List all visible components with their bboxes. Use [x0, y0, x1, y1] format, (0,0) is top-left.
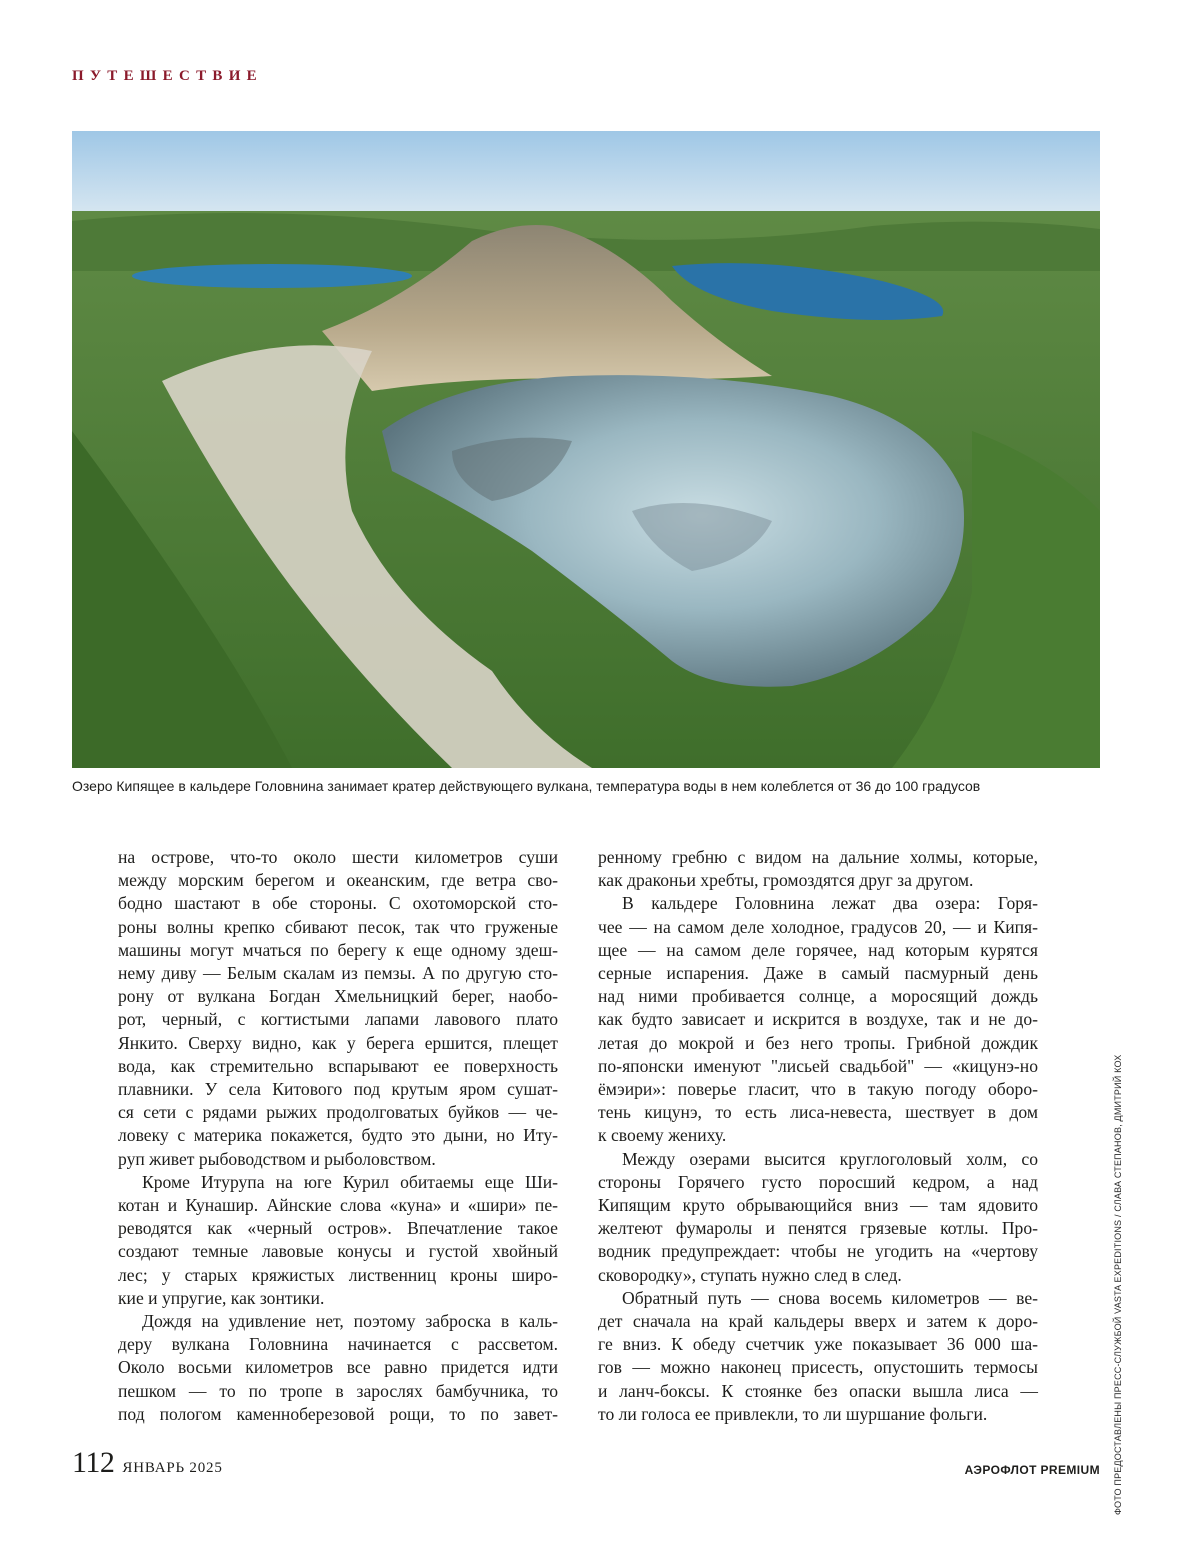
paragraph	[598, 1148, 1038, 1287]
text-line: плавники. У села Китового под крутым яром сушат-	[118, 1079, 558, 1100]
text-line: сковородку», ступать нужно след в след.	[598, 1264, 902, 1285]
paragraph	[598, 892, 1038, 1147]
text-line: Обратный путь — снова восемь километров — ве-	[622, 1287, 1038, 1308]
text-line: пешком — то по тропе в зарослях бамбучника, то	[118, 1380, 558, 1401]
page-number: 112	[72, 1446, 115, 1479]
text-line: гов — можно наконец присесть, опустошить термосы	[598, 1357, 1038, 1378]
text-line: кие и упругие, как зонтики.	[118, 1287, 325, 1308]
text-line: деру вулкана Головнина начинается с рассветом.	[118, 1334, 558, 1355]
text-line: роны волны крепко сбивают песок, так что груженые	[118, 916, 558, 937]
text-line: ге вниз. К обеду счетчик уже показывает 36 000 ша-	[598, 1334, 1038, 1355]
text-line: на острове, что-то около шести километров суши	[118, 847, 558, 867]
text-line: по-японски именуют "лисьей свадьбой" — «кицунэ-но	[598, 1055, 1038, 1076]
text-line: под пологом каменноберезовой рощи, то по завет-	[118, 1403, 558, 1424]
text-line: вода, как стремительно вспарывают ее поверхность	[118, 1055, 558, 1076]
section-label: ПУТЕШЕСТВИЕ	[72, 68, 263, 84]
text-line: между морским берегом и океанским, где ветра сво-	[118, 870, 558, 891]
text-line: стороны Горячего густо поросший кедром, а над	[598, 1171, 1038, 1192]
text-line: руп живет рыбоводством и рыболовством.	[118, 1148, 436, 1169]
paragraph	[118, 1310, 558, 1426]
text-line: ловеку с материка покажется, будто это дыни, но Иту-	[118, 1125, 558, 1146]
text-line: Дождя на удивление нет, поэтому заброска в каль-	[142, 1311, 558, 1332]
text-line: Около восьми километров все равно придется идти	[118, 1357, 558, 1378]
article-column-left	[118, 846, 558, 1426]
text-line: машины могут мчаться по берегу к еще одному здеш-	[118, 939, 558, 960]
text-line: к своему жениху.	[598, 1125, 727, 1146]
paragraph	[598, 846, 1038, 892]
text-line: дет сначала на край кальдеры вверх и затем к доро-	[598, 1311, 1038, 1332]
text-line: то ли голоса ее привлекли, то ли шуршание фольги.	[598, 1403, 988, 1424]
text-line: щее — на самом деле горячее, над которым курятся	[598, 939, 1038, 960]
paragraph	[598, 1287, 1038, 1426]
text-line: лес; у старых кряжистых лиственниц кроны широ-	[118, 1264, 558, 1285]
text-line: рону от вулкана Богдан Хмельницкий берег, наобо-	[118, 986, 558, 1007]
text-line: Янкито. Сверху видно, как у берега ершится, плещет	[118, 1032, 558, 1053]
article-column-right	[598, 846, 1038, 1426]
text-line: тень кицунэ, то есть лиса-невеста, шествует в дом	[598, 1102, 1038, 1123]
text-line: ренному гребню с видом на дальние холмы, которые,	[598, 847, 1038, 867]
text-line: В кальдере Головнина лежат два озера: Горя-	[622, 893, 1038, 914]
text-line: как драконьи хребты, громоздятся друг за другом.	[598, 870, 974, 891]
text-line: нему диву — Белым скалам из пемзы. А по другую сто-	[118, 963, 558, 984]
text-line: как будто зависает и искрится в воздухе, так и не до-	[598, 1009, 1038, 1030]
text-line: бодно шастают в обе стороны. С охотоморской сто-	[118, 893, 558, 914]
text-line: желтеют фумаролы и пенятся грязевые котлы. Про-	[598, 1218, 1038, 1239]
magazine-brand: АЭРОФЛОТ PREMIUM	[964, 1463, 1100, 1477]
crater-lake-photo	[72, 131, 1100, 768]
text-line: создают темные лавовые конусы и густой хвойный	[118, 1241, 558, 1262]
text-line: чее — на самом деле холодное, градусов 20, — и Кипя-	[598, 916, 1038, 937]
folio	[72, 1446, 223, 1480]
text-line: рот, черный, с когтистыми лапами лавового плато	[118, 1009, 558, 1030]
text-line: ёмэири»: поверье гласит, что в такую погоду оборо-	[598, 1079, 1038, 1100]
text-line: и ланч-боксы. К стоянке без опаски вышла лиса —	[598, 1380, 1038, 1401]
paragraph	[118, 846, 558, 1171]
text-line: реводятся как «черный остров». Впечатление такое	[118, 1218, 558, 1239]
text-line: над ними пробивается солнце, а моросящий дождь	[598, 986, 1038, 1007]
text-line: Между озерами высится круглоголовый холм, со	[622, 1148, 1038, 1169]
text-line: водник предупреждает: чтобы не угодить на «чертову	[598, 1241, 1038, 1262]
photo-caption: Озеро Кипящее в кальдере Головнина занимает кратер действующего вулкана, температура воды в нем колеблется от 36 до 100 градусов	[72, 778, 981, 794]
text-line: летая до мокрой и без него тропы. Грибной дождик	[598, 1032, 1038, 1053]
issue-date: ЯНВАРЬ 2025	[122, 1460, 223, 1476]
text-line: котан и Кунашир. Айнские слова «куна» и «шири» пе-	[118, 1195, 558, 1216]
photo-credit: ФОТО ПРЕДОСТАВЛЕНЫ ПРЕСС-СЛУЖБОЙ VASTA EXPEDITIONS / СЛАВА СТЕПАНОВ, ДМИТРИЙ КОХ	[1113, 1054, 1123, 1515]
paragraph	[118, 1171, 558, 1310]
text-line: Кипящим круто обрывающийся вниз — там ядовито	[598, 1195, 1038, 1216]
text-line: Кроме Итурупа на юге Курил обитаемы еще Ши-	[142, 1171, 558, 1192]
text-line: ся сети с рядами рыжих продолговатых буйков — че-	[118, 1102, 558, 1123]
text-line: серные испарения. Даже в самый пасмурный день	[598, 963, 1038, 984]
